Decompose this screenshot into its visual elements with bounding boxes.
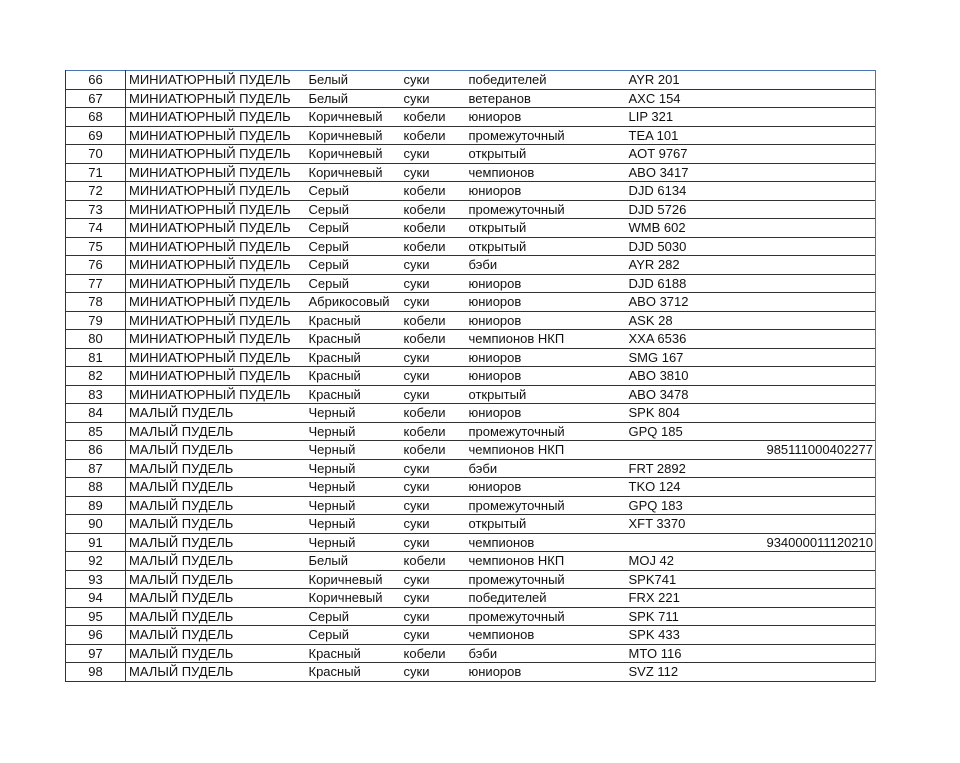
class-cell: чемпионов НКП	[468, 331, 565, 347]
sex-cell: кобели	[403, 331, 446, 347]
sex-cell: суки	[403, 497, 430, 513]
microchip-cell	[736, 293, 876, 312]
breed-cell: МАЛЫЙ ПУДЕЛЬ	[129, 442, 234, 458]
registration-cell: AYR 282	[628, 257, 680, 273]
table-row	[66, 108, 876, 127]
row-number-cell: 66	[66, 71, 126, 90]
breed-cell: МИНИАТЮРНЫЙ ПУДЕЛЬ	[129, 257, 291, 273]
microchip-cell	[736, 274, 876, 293]
microchip-cell: 985111000402277	[736, 441, 876, 460]
registration-cell: SPK741	[628, 571, 677, 587]
class-cell: открытый	[468, 386, 527, 402]
table-row	[66, 441, 876, 460]
microchip-cell	[736, 163, 876, 182]
row-number-cell: 70	[66, 145, 126, 164]
microchip-cell	[736, 126, 876, 145]
row-number-cell: 67	[66, 89, 126, 108]
table-row	[66, 256, 876, 275]
registration-cell: AYR 201	[628, 72, 680, 88]
color-cell: Серый	[308, 201, 349, 217]
table-row	[66, 145, 876, 164]
row-number-cell: 97	[66, 644, 126, 663]
sex-cell: суки	[403, 516, 430, 532]
microchip-cell	[736, 385, 876, 404]
class-cell: промежуточный	[468, 571, 565, 587]
class-cell: промежуточный	[468, 608, 565, 624]
registration-cell: FRX 221	[628, 590, 680, 606]
color-cell: Коричневый	[308, 146, 383, 162]
breed-cell: МАЛЫЙ ПУДЕЛЬ	[129, 460, 234, 476]
table-row	[66, 404, 876, 423]
microchip-cell	[736, 515, 876, 534]
class-cell: юниоров	[468, 405, 522, 421]
microchip-cell: 934000011120210	[736, 533, 876, 552]
microchip-cell	[736, 89, 876, 108]
color-cell: Серый	[308, 220, 349, 236]
class-cell: чемпионов НКП	[468, 553, 565, 569]
sex-cell: суки	[403, 72, 430, 88]
sex-cell: кобели	[403, 645, 446, 661]
row-number-cell: 90	[66, 515, 126, 534]
table-row	[66, 515, 876, 534]
color-cell: Черный	[308, 497, 356, 513]
table-row	[66, 163, 876, 182]
registration-cell: DJD 5030	[628, 238, 687, 254]
microchip-cell	[736, 256, 876, 275]
microchip-cell	[736, 589, 876, 608]
registration-cell: MOJ 42	[628, 553, 675, 569]
registration-cell: ABO 3478	[628, 386, 689, 402]
class-cell: победителей	[468, 72, 547, 88]
registration-cell: ABO 3417	[628, 164, 689, 180]
table-row	[66, 422, 876, 441]
registration-cell: DJD 6134	[628, 183, 687, 199]
sex-cell: суки	[403, 460, 430, 476]
color-cell: Коричневый	[308, 127, 383, 143]
class-cell: бэби	[468, 645, 498, 661]
registration-cell	[626, 533, 736, 552]
row-number-cell: 91	[66, 533, 126, 552]
microchip-cell	[736, 200, 876, 219]
table-row	[66, 589, 876, 608]
registration-cell: XXA 6536	[628, 331, 687, 347]
class-cell: промежуточный	[468, 201, 565, 217]
registration-cell: SPK 804	[628, 405, 680, 421]
sex-cell: суки	[403, 386, 430, 402]
microchip-cell	[736, 404, 876, 423]
color-cell: Черный	[308, 479, 356, 495]
sex-cell: суки	[403, 164, 430, 180]
table-row	[66, 219, 876, 238]
table-row	[66, 293, 876, 312]
microchip-cell	[736, 367, 876, 386]
breed-cell: МАЛЫЙ ПУДЕЛЬ	[129, 571, 234, 587]
color-cell: Серый	[308, 257, 349, 273]
microchip-cell	[736, 478, 876, 497]
breed-cell: МАЛЫЙ ПУДЕЛЬ	[129, 423, 234, 439]
registration-cell: AXC 154	[628, 90, 681, 106]
color-cell: Серый	[308, 275, 349, 291]
registration-cell: WMB 602	[628, 220, 686, 236]
registration-cell: ABO 3712	[628, 294, 689, 310]
registration-cell: SPK 711	[628, 608, 679, 624]
microchip-cell	[736, 182, 876, 201]
table-row	[66, 330, 876, 349]
table-row	[66, 626, 876, 645]
row-number-cell: 72	[66, 182, 126, 201]
registration-cell: AOT 9767	[628, 146, 688, 162]
class-cell: открытый	[468, 516, 527, 532]
row-number-cell: 98	[66, 663, 126, 682]
row-number-cell: 94	[66, 589, 126, 608]
breed-cell: МИНИАТЮРНЫЙ ПУДЕЛЬ	[129, 331, 291, 347]
registration-cell: DJD 6188	[628, 275, 687, 291]
registration-cell: SVZ 112	[628, 664, 679, 680]
sex-cell: суки	[403, 479, 430, 495]
registration-cell: TKO 124	[628, 479, 681, 495]
color-cell: Черный	[308, 534, 356, 550]
class-cell: открытый	[468, 146, 527, 162]
breed-cell: МАЛЫЙ ПУДЕЛЬ	[129, 497, 234, 513]
microchip-cell	[736, 330, 876, 349]
row-number-cell: 81	[66, 348, 126, 367]
row-number-cell: 77	[66, 274, 126, 293]
sex-cell: кобели	[403, 201, 446, 217]
row-number-cell: 96	[66, 626, 126, 645]
color-cell: Белый	[308, 553, 349, 569]
row-number-cell: 83	[66, 385, 126, 404]
class-cell: чемпионов	[468, 164, 535, 180]
color-cell: Красный	[308, 331, 361, 347]
color-cell: Коричневый	[308, 571, 383, 587]
table-row	[66, 311, 876, 330]
breed-cell: МИНИАТЮРНЫЙ ПУДЕЛЬ	[129, 109, 291, 125]
color-cell: Черный	[308, 460, 356, 476]
breed-cell: МИНИАТЮРНЫЙ ПУДЕЛЬ	[129, 146, 291, 162]
color-cell: Коричневый	[308, 109, 383, 125]
registration-cell: SMG 167	[628, 349, 684, 365]
color-cell: Коричневый	[308, 590, 383, 606]
sex-cell: кобели	[403, 423, 446, 439]
sex-cell: суки	[403, 257, 430, 273]
class-cell: открытый	[468, 220, 527, 236]
row-number-cell: 78	[66, 293, 126, 312]
row-number-cell: 74	[66, 219, 126, 238]
breed-cell: МИНИАТЮРНЫЙ ПУДЕЛЬ	[129, 127, 291, 143]
microchip-cell	[736, 552, 876, 571]
class-cell: юниоров	[468, 368, 522, 384]
row-number-cell: 80	[66, 330, 126, 349]
table-row	[66, 663, 876, 682]
sex-cell: кобели	[403, 312, 446, 328]
color-cell: Серый	[308, 183, 349, 199]
breed-cell: МИНИАТЮРНЫЙ ПУДЕЛЬ	[129, 201, 291, 217]
microchip-cell	[736, 422, 876, 441]
sex-cell: кобели	[403, 442, 446, 458]
color-cell: Серый	[308, 608, 349, 624]
table-row	[66, 570, 876, 589]
row-number-cell: 85	[66, 422, 126, 441]
sex-cell: кобели	[403, 127, 446, 143]
breed-cell: МАЛЫЙ ПУДЕЛЬ	[129, 590, 234, 606]
breed-cell: МИНИАТЮРНЫЙ ПУДЕЛЬ	[129, 90, 291, 106]
breed-cell: МИНИАТЮРНЫЙ ПУДЕЛЬ	[129, 275, 291, 291]
breed-cell: МАЛЫЙ ПУДЕЛЬ	[129, 534, 234, 550]
breed-cell: МАЛЫЙ ПУДЕЛЬ	[129, 479, 234, 495]
registration-cell: GPQ 185	[628, 423, 683, 439]
table-row	[66, 552, 876, 571]
class-cell: юниоров	[468, 479, 522, 495]
sex-cell: суки	[403, 608, 430, 624]
class-cell: юниоров	[468, 312, 522, 328]
registration-cell: TEA 101	[628, 127, 679, 143]
table-row	[66, 607, 876, 626]
color-cell: Абрикосовый	[308, 294, 390, 310]
row-number-cell: 76	[66, 256, 126, 275]
microchip-cell	[736, 237, 876, 256]
table-row	[66, 367, 876, 386]
breed-cell: МИНИАТЮРНЫЙ ПУДЕЛЬ	[129, 386, 291, 402]
color-cell: Черный	[308, 423, 356, 439]
breed-cell: МИНИАТЮРНЫЙ ПУДЕЛЬ	[129, 368, 291, 384]
table-row	[66, 496, 876, 515]
color-cell: Красный	[308, 368, 361, 384]
class-cell: открытый	[468, 238, 527, 254]
table-row	[66, 200, 876, 219]
class-cell: чемпионов	[468, 627, 535, 643]
class-cell: промежуточный	[468, 423, 565, 439]
class-cell: юниоров	[468, 349, 522, 365]
row-number-cell: 79	[66, 311, 126, 330]
breed-cell: МАЛЫЙ ПУДЕЛЬ	[129, 645, 234, 661]
sex-cell: кобели	[403, 220, 446, 236]
class-cell: юниоров	[468, 275, 522, 291]
row-number-cell: 88	[66, 478, 126, 497]
class-cell: чемпионов	[468, 534, 535, 550]
microchip-cell	[736, 496, 876, 515]
microchip-cell	[736, 108, 876, 127]
microchip-cell	[736, 145, 876, 164]
registration-cell: LIP 321	[628, 109, 674, 125]
microchip-cell	[736, 311, 876, 330]
sex-cell: суки	[403, 146, 430, 162]
table-row	[66, 237, 876, 256]
breed-cell: МИНИАТЮРНЫЙ ПУДЕЛЬ	[129, 220, 291, 236]
sex-cell: суки	[403, 664, 430, 680]
breed-cell: МИНИАТЮРНЫЙ ПУДЕЛЬ	[129, 312, 291, 328]
sex-cell: суки	[403, 349, 430, 365]
registration-cell: DJD 5726	[628, 201, 687, 217]
row-number-cell: 93	[66, 570, 126, 589]
color-cell: Черный	[308, 405, 356, 421]
microchip-cell	[736, 219, 876, 238]
sex-cell: суки	[403, 534, 430, 550]
registration-cell: GPQ 183	[628, 497, 683, 513]
microchip-cell	[736, 348, 876, 367]
table-row	[66, 348, 876, 367]
sex-cell: суки	[403, 571, 430, 587]
table-row	[66, 478, 876, 497]
microchip-cell	[736, 644, 876, 663]
class-cell: бэби	[468, 460, 498, 476]
sex-cell: кобели	[403, 238, 446, 254]
registration-cell	[626, 441, 736, 460]
class-cell: промежуточный	[468, 497, 565, 513]
row-number-cell: 84	[66, 404, 126, 423]
row-number-cell: 95	[66, 607, 126, 626]
row-number-cell: 75	[66, 237, 126, 256]
row-number-cell: 89	[66, 496, 126, 515]
row-number-cell: 73	[66, 200, 126, 219]
sex-cell: кобели	[403, 405, 446, 421]
breed-cell: МАЛЫЙ ПУДЕЛЬ	[129, 608, 234, 624]
color-cell: Белый	[308, 72, 349, 88]
registration-cell: XFT 3370	[628, 516, 686, 532]
table-row	[66, 385, 876, 404]
sex-cell: кобели	[403, 553, 446, 569]
sex-cell: суки	[403, 90, 430, 106]
sex-cell: суки	[403, 294, 430, 310]
color-cell: Красный	[308, 664, 361, 680]
breed-cell: МАЛЫЙ ПУДЕЛЬ	[129, 553, 234, 569]
sex-cell: кобели	[403, 109, 446, 125]
row-number-cell: 68	[66, 108, 126, 127]
table-row	[66, 274, 876, 293]
row-number-cell: 82	[66, 367, 126, 386]
class-cell: юниоров	[468, 664, 522, 680]
sex-cell: кобели	[403, 183, 446, 199]
spreadsheet	[65, 70, 875, 682]
class-cell: чемпионов НКП	[468, 442, 565, 458]
breed-cell: МИНИАТЮРНЫЙ ПУДЕЛЬ	[129, 72, 291, 88]
color-cell: Красный	[308, 349, 361, 365]
table-row	[66, 459, 876, 478]
microchip-cell	[736, 663, 876, 682]
class-cell: юниоров	[468, 109, 522, 125]
table-row	[66, 644, 876, 663]
class-cell: промежуточный	[468, 127, 565, 143]
class-cell: ветеранов	[468, 90, 531, 106]
breed-cell: МАЛЫЙ ПУДЕЛЬ	[129, 664, 234, 680]
color-cell: Коричневый	[308, 164, 383, 180]
class-cell: юниоров	[468, 294, 522, 310]
color-cell: Белый	[308, 90, 349, 106]
color-cell: Красный	[308, 312, 361, 328]
row-number-cell: 71	[66, 163, 126, 182]
registration-cell: FRT 2892	[628, 460, 686, 476]
class-cell: бэби	[468, 257, 498, 273]
entries-table	[65, 70, 876, 682]
breed-cell: МАЛЫЙ ПУДЕЛЬ	[129, 405, 234, 421]
sex-cell: суки	[403, 590, 430, 606]
class-cell: юниоров	[468, 183, 522, 199]
row-number-cell: 69	[66, 126, 126, 145]
color-cell: Красный	[308, 386, 361, 402]
class-cell: победителей	[468, 590, 547, 606]
registration-cell: MTO 116	[628, 645, 682, 661]
microchip-cell	[736, 607, 876, 626]
sex-cell: суки	[403, 275, 430, 291]
color-cell: Черный	[308, 442, 356, 458]
table-row	[66, 89, 876, 108]
breed-cell: МАЛЫЙ ПУДЕЛЬ	[129, 516, 234, 532]
color-cell: Красный	[308, 645, 361, 661]
color-cell: Серый	[308, 627, 349, 643]
microchip-cell	[736, 459, 876, 478]
breed-cell: МИНИАТЮРНЫЙ ПУДЕЛЬ	[129, 164, 291, 180]
breed-cell: МИНИАТЮРНЫЙ ПУДЕЛЬ	[129, 349, 291, 365]
row-number-cell: 92	[66, 552, 126, 571]
breed-cell: МИНИАТЮРНЫЙ ПУДЕЛЬ	[129, 183, 291, 199]
table-row	[66, 71, 876, 90]
microchip-cell	[736, 71, 876, 90]
microchip-cell	[736, 570, 876, 589]
registration-cell: ABO 3810	[628, 368, 689, 384]
microchip-cell	[736, 626, 876, 645]
table-row	[66, 126, 876, 145]
sex-cell: суки	[403, 627, 430, 643]
table-row	[66, 533, 876, 552]
breed-cell: МИНИАТЮРНЫЙ ПУДЕЛЬ	[129, 238, 291, 254]
row-number-cell: 86	[66, 441, 126, 460]
row-number-cell: 87	[66, 459, 126, 478]
color-cell: Черный	[308, 516, 356, 532]
registration-cell: ASK 28	[628, 312, 673, 328]
breed-cell: МИНИАТЮРНЫЙ ПУДЕЛЬ	[129, 294, 291, 310]
breed-cell: МАЛЫЙ ПУДЕЛЬ	[129, 627, 234, 643]
registration-cell: SPK 433	[628, 627, 680, 643]
entries-table-body	[66, 71, 876, 682]
sex-cell: суки	[403, 368, 430, 384]
color-cell: Серый	[308, 238, 349, 254]
table-row	[66, 182, 876, 201]
